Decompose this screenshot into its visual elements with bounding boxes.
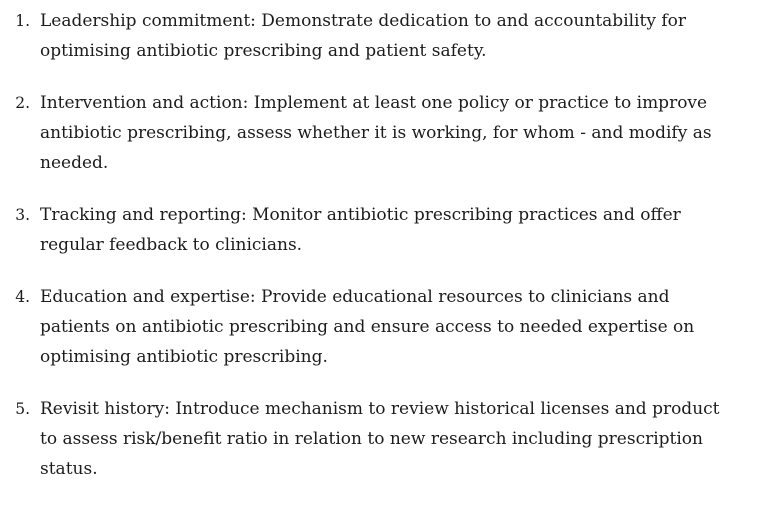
numbered-list (0, 6, 743, 484)
list-item-marker: 3. (15, 206, 30, 224)
list-item (0, 282, 743, 372)
list-item-text: Revisit history: Introduce mechanism to review historical licenses and product to assess risk/benefit ratio in relation to new research including prescription status. (40, 399, 720, 479)
list-item (0, 88, 743, 178)
list-item (0, 6, 743, 66)
list-item-marker: 2. (15, 94, 30, 112)
list-item-marker: 4. (15, 288, 30, 306)
list-item (0, 394, 743, 484)
list-item-text: Leadership commitment: Demonstrate dedication to and accountability for optimising antibiotic prescribing and patient safety. (40, 11, 686, 61)
list-item-text: Education and expertise: Provide educational resources to clinicians and patients on antibiotic prescribing and ensure access to needed expertise on optimising antibiotic prescribing. (40, 287, 695, 367)
list-item-text: Intervention and action: Implement at least one policy or practice to improve antibiotic prescribing, assess whether it is working, for whom - and modify as needed. (40, 93, 712, 173)
list-item-marker: 1. (15, 12, 30, 30)
list-item-marker: 5. (15, 400, 30, 418)
list-item-text: Tracking and reporting: Monitor antibiotic prescribing practices and offer regular feedback to clinicians. (40, 205, 681, 255)
list-item (0, 200, 743, 260)
